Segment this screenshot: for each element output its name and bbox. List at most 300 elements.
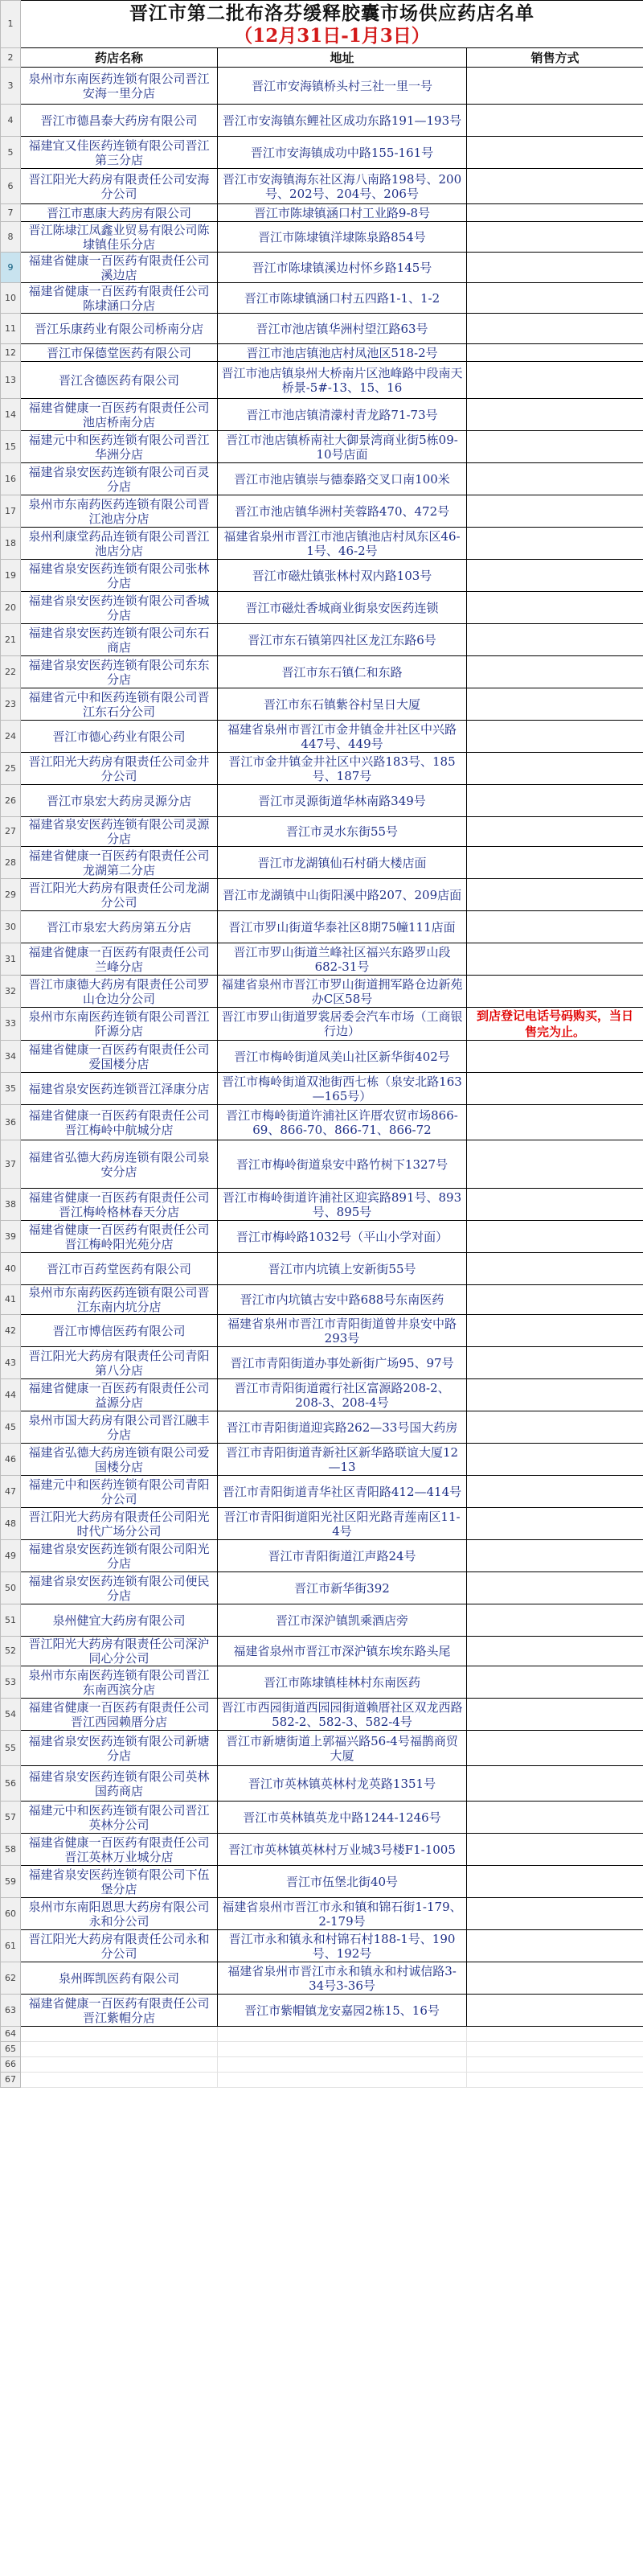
address-cell[interactable]: 晋江市龙湖镇仙石村硝大楼店面	[218, 847, 467, 879]
address-cell[interactable]: 晋江市罗山街道华泰社区8期75幢111店面	[218, 911, 467, 943]
sales-method-cell[interactable]	[467, 1073, 643, 1105]
sales-method-cell[interactable]	[467, 1347, 643, 1379]
table-row	[1, 105, 643, 137]
pharmacy-name-cell[interactable]: 福建省泉安医药连锁有限公司阳光分店	[21, 1540, 218, 1572]
pharmacy-name-cell[interactable]: 福建省健康一百医药有限责任公司爱国楼分店	[21, 1041, 218, 1073]
row-number[interactable]: 60	[1, 1898, 21, 1930]
sales-method-cell[interactable]	[467, 1140, 643, 1189]
address-cell[interactable]: 晋江市东石镇紫谷村呈日大厦	[218, 688, 467, 721]
pharmacy-name-cell[interactable]: 福建省泉安医药连锁有限公司下伍堡分店	[21, 1866, 218, 1898]
address-cell[interactable]: 晋江市罗山街道兰峰社区福兴东路罗山段682-31号	[218, 943, 467, 976]
sales-note-cell[interactable]: 到店登记电话号码购买，当日售完为止。	[467, 1008, 643, 1041]
table-row	[1, 1637, 643, 1666]
sales-method-cell[interactable]	[467, 721, 643, 753]
table-row	[1, 1221, 643, 1253]
pharmacy-name-cell[interactable]: 泉州利康堂药品连锁有限公司晋江池店分店	[21, 528, 218, 560]
table-row	[1, 68, 643, 105]
row-number[interactable]: 41	[1, 1285, 21, 1315]
empty-cell[interactable]	[21, 2073, 218, 2088]
empty-cell[interactable]	[467, 2073, 643, 2088]
pharmacy-name-cell[interactable]: 晋江阳光大药房有限责任公司金井分公司	[21, 753, 218, 785]
pharmacy-name-cell[interactable]: 福建省健康一百医药有限责任公司晋江紫帽分店	[21, 1995, 218, 2027]
empty-cell[interactable]	[467, 2027, 643, 2042]
table-row	[1, 495, 643, 528]
pharmacy-name-cell[interactable]: 晋江阳光大药房有限责任公司龙湖分公司	[21, 879, 218, 911]
pharmacy-name-cell[interactable]: 泉州市东南药医药连锁有限公司晋江池店分店	[21, 495, 218, 528]
row-number[interactable]: 46	[1, 1444, 21, 1476]
sales-method-cell[interactable]	[467, 1411, 643, 1444]
address-cell[interactable]: 晋江市深沪镇凯乘酒店旁	[218, 1604, 467, 1637]
pharmacy-name-cell[interactable]: 晋江市保德堂医药有限公司	[21, 344, 218, 362]
pharmacy-name-cell[interactable]: 泉州市国大药房有限公司晋江融丰分店	[21, 1411, 218, 1444]
row-number[interactable]: 29	[1, 879, 21, 911]
pharmacy-name-cell[interactable]: 福建省健康一百医药有限责任公司晋江西园赖厝分店	[21, 1699, 218, 1731]
table-row	[1, 1834, 643, 1866]
sales-method-cell[interactable]	[467, 169, 643, 204]
address-cell[interactable]: 晋江市池店镇清濛村青龙路71-73号	[218, 399, 467, 431]
row-number[interactable]: 14	[1, 399, 21, 431]
address-cell[interactable]: 晋江市青阳街道迎宾路262—33号国大药房	[218, 1411, 467, 1444]
pharmacy-name-cell[interactable]: 福建省弘德大药房连锁有限公司爱国楼分店	[21, 1444, 218, 1476]
address-cell[interactable]: 晋江市灵水东街55号	[218, 817, 467, 847]
sales-method-cell[interactable]	[467, 314, 643, 344]
pharmacy-name-cell[interactable]: 泉州市东南医药连锁有限公司晋江阡源分店	[21, 1008, 218, 1041]
address-cell[interactable]: 晋江市英林镇英林村万业城3号楼F1-1005	[218, 1834, 467, 1866]
address-cell[interactable]: 晋江市英林镇英龙中路1244-1246号	[218, 1802, 467, 1834]
row-number[interactable]: 28	[1, 847, 21, 879]
row-number[interactable]: 11	[1, 314, 21, 344]
sales-method-cell[interactable]	[467, 656, 643, 688]
sales-method-cell[interactable]	[467, 204, 643, 222]
sales-method-cell[interactable]	[467, 1105, 643, 1140]
empty-row	[1, 2042, 643, 2057]
sales-method-cell[interactable]	[467, 1508, 643, 1540]
row-number[interactable]: 61	[1, 1930, 21, 1962]
table-row	[1, 1379, 643, 1411]
pharmacy-name-cell[interactable]: 泉州市东南医药连锁有限公司晋江安海一里分店	[21, 68, 218, 105]
row-number[interactable]: 38	[1, 1189, 21, 1221]
pharmacy-name-cell[interactable]: 泉州晖凯医药有限公司	[21, 1962, 218, 1995]
sales-method-cell[interactable]	[467, 222, 643, 253]
title-row	[1, 1, 643, 48]
empty-cell[interactable]	[218, 2073, 467, 2088]
row-number[interactable]: 21	[1, 624, 21, 656]
table-row	[1, 1699, 643, 1731]
header-address[interactable]: 地址	[218, 48, 467, 68]
table-row	[1, 560, 643, 592]
sales-method-cell[interactable]	[467, 1444, 643, 1476]
row-number[interactable]: 50	[1, 1572, 21, 1604]
address-cell[interactable]: 晋江市龙湖镇中山街阳溪中路207、209店面	[218, 879, 467, 911]
row-number[interactable]: 6	[1, 169, 21, 204]
sales-method-cell[interactable]	[467, 911, 643, 943]
sales-method-cell[interactable]	[467, 1285, 643, 1315]
pharmacy-name-cell[interactable]: 晋江阳光大药房有限责任公司安海分公司	[21, 169, 218, 204]
pharmacy-name-cell[interactable]: 福建省健康一百医药有限责任公司溪边店	[21, 253, 218, 283]
empty-cell[interactable]	[218, 2042, 467, 2057]
sales-method-cell[interactable]	[467, 1699, 643, 1731]
row-number[interactable]: 4	[1, 105, 21, 137]
address-cell[interactable]: 晋江市内坑镇古安中路688号东南医药	[218, 1285, 467, 1315]
address-cell[interactable]: 晋江市陈埭镇桂林村东南医药	[218, 1666, 467, 1699]
table-row	[1, 1962, 643, 1995]
table-row	[1, 169, 643, 204]
row-number[interactable]: 51	[1, 1604, 21, 1637]
pharmacy-name-cell[interactable]: 晋江含德医药有限公司	[21, 362, 218, 399]
address-cell[interactable]: 晋江市池店镇桥南社大御景湾商业街5栋09-10号店面	[218, 431, 467, 463]
address-cell[interactable]: 晋江市青阳街道阳光社区阳光路青莲南区11-4号	[218, 1508, 467, 1540]
address-cell[interactable]: 晋江市磁灶香城商业街泉安医药连锁	[218, 592, 467, 624]
sales-method-cell[interactable]	[467, 976, 643, 1008]
pharmacy-name-cell[interactable]: 福建省健康一百医药有限责任公司晋江英林万业城分店	[21, 1834, 218, 1866]
sales-method-cell[interactable]	[467, 785, 643, 817]
row-number[interactable]: 32	[1, 976, 21, 1008]
address-cell[interactable]: 晋江市池店镇华洲村芙蓉路470、472号	[218, 495, 467, 528]
pharmacy-name-cell[interactable]: 福建宜又佳医药连锁有限公司晋江第三分店	[21, 137, 218, 169]
sales-method-cell[interactable]	[467, 592, 643, 624]
sales-method-cell[interactable]	[467, 431, 643, 463]
row-number[interactable]: 45	[1, 1411, 21, 1444]
address-cell[interactable]: 晋江市罗山街道罗裳居委会汽车市场（工商银行边）	[218, 1008, 467, 1041]
row-number[interactable]: 54	[1, 1699, 21, 1731]
address-cell[interactable]: 福建省泉州市晋江市深沪镇东埃东路头尾	[218, 1637, 467, 1666]
address-cell[interactable]: 晋江市西园街道西园园街道赖厝社区双龙西路582-2、582-3、582-4号	[218, 1699, 467, 1731]
row-number[interactable]: 23	[1, 688, 21, 721]
address-cell[interactable]: 福建省泉州市晋江市池店镇池店村凤东区46-1号、46-2号	[218, 528, 467, 560]
address-cell[interactable]: 福建省泉州市晋江市永和镇和锦石街1-179、2-179号	[218, 1898, 467, 1930]
sales-method-cell[interactable]	[467, 1766, 643, 1802]
table-row	[1, 362, 643, 399]
pharmacy-name-cell[interactable]: 福建省泉安医药连锁晋江泽康分店	[21, 1073, 218, 1105]
address-cell[interactable]: 晋江市陈埭镇溪边村怀乡路145号	[218, 253, 467, 283]
pharmacy-name-cell[interactable]: 晋江市德昌泰大药房有限公司	[21, 105, 218, 137]
table-row	[1, 943, 643, 976]
pharmacy-name-cell[interactable]: 福建省泉安医药连锁有限公司百灵分店	[21, 463, 218, 495]
pharmacy-name-cell[interactable]: 晋江乐康药业有限公司桥南分店	[21, 314, 218, 344]
row-number[interactable]: 52	[1, 1637, 21, 1666]
header-name[interactable]: 药店名称	[21, 48, 218, 68]
sales-method-cell[interactable]	[467, 753, 643, 785]
pharmacy-name-cell[interactable]: 晋江市泉宏大药房第五分店	[21, 911, 218, 943]
address-cell[interactable]: 晋江市梅岭街道凤美山社区新华街402号	[218, 1041, 467, 1073]
pharmacy-name-cell[interactable]: 晋江陈埭江凤鑫业贸易有限公司陈埭镇佳乐分店	[21, 222, 218, 253]
table-row	[1, 753, 643, 785]
row-number[interactable]: 22	[1, 656, 21, 688]
pharmacy-name-cell[interactable]: 福建省健康一百医药有限责任公司晋江梅岭中航城分店	[21, 1105, 218, 1140]
pharmacy-name-cell[interactable]: 晋江阳光大药房有限责任公司永和分公司	[21, 1930, 218, 1962]
empty-cell[interactable]	[467, 2057, 643, 2073]
row-number[interactable]: 42	[1, 1315, 21, 1347]
pharmacy-name-cell[interactable]: 泉州市东南医药连锁有限公司晋江东南西滨分店	[21, 1666, 218, 1699]
pharmacy-name-cell[interactable]: 福建省健康一百医药有限责任公司益源分店	[21, 1379, 218, 1411]
sales-method-cell[interactable]	[467, 1189, 643, 1221]
row-number[interactable]: 5	[1, 137, 21, 169]
address-cell[interactable]: 晋江市青阳街道办事处新街广场95、97号	[218, 1347, 467, 1379]
pharmacy-name-cell[interactable]: 晋江市泉宏大药房灵源分店	[21, 785, 218, 817]
row-number[interactable]: 40	[1, 1253, 21, 1285]
address-cell[interactable]: 福建省泉州市晋江市罗山街道拥军路仓边新苑办C区58号	[218, 976, 467, 1008]
pharmacy-name-cell[interactable]: 福建省健康一百医药有限责任公司池店桥南分店	[21, 399, 218, 431]
address-cell[interactable]: 晋江市安海镇海东社区海八南路198号、200号、202号、204号、206号	[218, 169, 467, 204]
pharmacy-name-cell[interactable]: 福建省健康一百医药有限责任公司晋江梅岭阳光苑分店	[21, 1221, 218, 1253]
row-number[interactable]: 63	[1, 1995, 21, 2027]
address-cell[interactable]: 福建省泉州市晋江市金井镇金井社区中兴路447号、449号	[218, 721, 467, 753]
row-number[interactable]: 58	[1, 1834, 21, 1866]
row-number[interactable]: 47	[1, 1476, 21, 1508]
address-cell[interactable]: 晋江市青阳街道青华社区青阳路412—414号	[218, 1476, 467, 1508]
pharmacy-name-cell[interactable]: 福建省泉安医药连锁有限公司东石商店	[21, 624, 218, 656]
sales-method-cell[interactable]	[467, 1995, 643, 2027]
pharmacy-name-cell[interactable]: 福建省元中和医药连锁有限公司晋江东石分公司	[21, 688, 218, 721]
address-cell[interactable]: 福建省泉州市晋江市青阳街道曾井泉安中路293号	[218, 1315, 467, 1347]
address-cell[interactable]: 晋江市青阳街道霞行社区富源路208-2、208-3、208-4号	[218, 1379, 467, 1411]
table-row	[1, 399, 643, 431]
row-number[interactable]: 65	[1, 2042, 21, 2057]
header-row	[1, 48, 643, 68]
row-number[interactable]: 67	[1, 2073, 21, 2088]
row-number[interactable]: 34	[1, 1041, 21, 1073]
pharmacy-name-cell[interactable]: 泉州健宜大药房有限公司	[21, 1604, 218, 1637]
sales-method-cell[interactable]	[467, 528, 643, 560]
pharmacy-name-cell[interactable]: 福建省健康一百医药有限责任公司陈埭涵口分店	[21, 283, 218, 314]
sales-method-cell[interactable]	[467, 1898, 643, 1930]
row-number[interactable]: 35	[1, 1073, 21, 1105]
row-number[interactable]: 43	[1, 1347, 21, 1379]
sales-method-cell[interactable]	[467, 1315, 643, 1347]
sales-method-cell[interactable]	[467, 624, 643, 656]
sales-method-cell[interactable]	[467, 1253, 643, 1285]
sales-method-cell[interactable]	[467, 1962, 643, 1995]
pharmacy-name-cell[interactable]: 福建元中和医药连锁有限公司青阳分公司	[21, 1476, 218, 1508]
table-row	[1, 314, 643, 344]
sales-method-cell[interactable]	[467, 879, 643, 911]
row-number[interactable]: 48	[1, 1508, 21, 1540]
header-sales[interactable]: 销售方式	[467, 48, 643, 68]
address-cell[interactable]: 晋江市英林镇英林村龙英路1351号	[218, 1766, 467, 1802]
address-cell[interactable]: 晋江市梅岭路1032号（平山小学对面）	[218, 1221, 467, 1253]
row-number[interactable]: 33	[1, 1008, 21, 1041]
sales-method-cell[interactable]	[467, 1802, 643, 1834]
row-number[interactable]: 15	[1, 431, 21, 463]
empty-cell[interactable]	[218, 2057, 467, 2073]
table-row	[1, 688, 643, 721]
row-number[interactable]: 37	[1, 1140, 21, 1189]
table-row	[1, 1073, 643, 1105]
sales-method-cell[interactable]	[467, 1221, 643, 1253]
address-cell[interactable]: 晋江市伍堡北街40号	[218, 1866, 467, 1898]
sales-method-cell[interactable]	[467, 137, 643, 169]
address-cell[interactable]: 晋江市梅岭街道许浦社区迎宾路891号、893号、895号	[218, 1189, 467, 1221]
sales-method-cell[interactable]	[467, 105, 643, 137]
row-number[interactable]: 2	[1, 48, 21, 68]
sales-method-cell[interactable]	[467, 847, 643, 879]
pharmacy-name-cell[interactable]: 福建省泉安医药连锁有限公司便民分店	[21, 1572, 218, 1604]
row-number[interactable]: 27	[1, 817, 21, 847]
sales-method-cell[interactable]	[467, 1379, 643, 1411]
row-number[interactable]: 39	[1, 1221, 21, 1253]
sales-method-cell[interactable]	[467, 283, 643, 314]
sales-method-cell[interactable]	[467, 1540, 643, 1572]
pharmacy-name-cell[interactable]: 福建省健康一百医药有限责任公司龙湖第二分店	[21, 847, 218, 879]
row-number[interactable]: 57	[1, 1802, 21, 1834]
address-cell[interactable]: 晋江市紫帽镇龙安嘉园2栋15、16号	[218, 1995, 467, 2027]
empty-cell[interactable]	[21, 2042, 218, 2057]
row-number[interactable]: 19	[1, 560, 21, 592]
row-number[interactable]: 24	[1, 721, 21, 753]
address-cell[interactable]: 福建省泉州市晋江市永和镇永和村诚信路3-34号3-36号	[218, 1962, 467, 1995]
row-number[interactable]: 1	[1, 1, 21, 48]
pharmacy-name-cell[interactable]: 泉州市东南药医药连锁有限公司晋江东南内坑分店	[21, 1285, 218, 1315]
row-number[interactable]: 53	[1, 1666, 21, 1699]
sales-method-cell[interactable]	[467, 1041, 643, 1073]
pharmacy-name-cell[interactable]: 福建省健康一百医药有限责任公司晋江梅岭格林春天分店	[21, 1189, 218, 1221]
address-cell[interactable]: 晋江市青阳街道江声路24号	[218, 1540, 467, 1572]
row-number[interactable]: 66	[1, 2057, 21, 2073]
sales-method-cell[interactable]	[467, 1666, 643, 1699]
table-row	[1, 1866, 643, 1898]
pharmacy-name-cell[interactable]: 晋江市百药堂医药有限公司	[21, 1253, 218, 1285]
empty-cell[interactable]	[21, 2027, 218, 2042]
sales-method-cell[interactable]	[467, 1834, 643, 1866]
pharmacy-name-cell[interactable]: 福建元中和医药连锁有限公司晋江英林分公司	[21, 1802, 218, 1834]
address-cell[interactable]: 晋江市东石镇第四社区龙江东路6号	[218, 624, 467, 656]
address-cell[interactable]: 晋江市陈埭镇涵口村工业路9-8号	[218, 204, 467, 222]
address-cell[interactable]: 晋江市新塘街道上郭福兴路56-4号福鹊商贸大厦	[218, 1731, 467, 1766]
address-cell[interactable]: 晋江市池店镇华洲村望江路63号	[218, 314, 467, 344]
table-row	[1, 344, 643, 362]
table-row	[1, 1347, 643, 1379]
row-number[interactable]: 64	[1, 2027, 21, 2042]
address-cell[interactable]: 晋江市灵源街道华林南路349号	[218, 785, 467, 817]
pharmacy-name-cell[interactable]: 晋江阳光大药房有限责任公司深沪同心分公司	[21, 1637, 218, 1666]
row-number[interactable]: 44	[1, 1379, 21, 1411]
address-cell[interactable]: 晋江市金井镇金井社区中兴路183号、185号、187号	[218, 753, 467, 785]
row-number[interactable]: 8	[1, 222, 21, 253]
row-number[interactable]: 59	[1, 1866, 21, 1898]
pharmacy-name-cell[interactable]: 福建省弘德大药房连锁有限公司泉安分店	[21, 1140, 218, 1189]
row-number[interactable]: 13	[1, 362, 21, 399]
table-row	[1, 431, 643, 463]
address-cell[interactable]: 晋江市青阳街道青新社区新华路联谊大厦12—13	[218, 1444, 467, 1476]
sales-method-cell[interactable]	[467, 68, 643, 105]
table-row	[1, 1802, 643, 1834]
address-cell[interactable]: 晋江市陈埭镇涵口村五四路1-1、1-2	[218, 283, 467, 314]
pharmacy-name-cell[interactable]: 晋江市博信医药有限公司	[21, 1315, 218, 1347]
address-cell[interactable]: 晋江市安海镇桥头村三社一里一号	[218, 68, 467, 105]
pharmacy-name-cell[interactable]: 晋江市惠康大药房有限公司	[21, 204, 218, 222]
row-number[interactable]: 10	[1, 283, 21, 314]
row-number[interactable]: 16	[1, 463, 21, 495]
row-number[interactable]: 26	[1, 785, 21, 817]
table-row	[1, 1041, 643, 1073]
row-number[interactable]: 25	[1, 753, 21, 785]
address-cell[interactable]: 晋江市梅岭街道双池街西七栋（泉安北路163—165号）	[218, 1073, 467, 1105]
address-cell[interactable]: 晋江市东石镇仁和东路	[218, 656, 467, 688]
row-number[interactable]: 36	[1, 1105, 21, 1140]
pharmacy-name-cell[interactable]: 福建省泉安医药连锁有限公司灵源分店	[21, 817, 218, 847]
sales-method-cell[interactable]	[467, 1604, 643, 1637]
address-cell[interactable]: 晋江市内坑镇上安新街55号	[218, 1253, 467, 1285]
sales-method-cell[interactable]	[467, 1731, 643, 1766]
sales-method-cell[interactable]	[467, 817, 643, 847]
address-cell[interactable]: 晋江市池店镇泉州大桥南片区池峰路中段南天桥景-5#-13、15、16	[218, 362, 467, 399]
sales-method-cell[interactable]	[467, 1637, 643, 1666]
sales-method-cell[interactable]	[467, 495, 643, 528]
table-row	[1, 847, 643, 879]
row-number[interactable]: 9	[1, 253, 21, 283]
pharmacy-name-cell[interactable]: 泉州市东南阳恩思大药房有限公司永和分公司	[21, 1898, 218, 1930]
pharmacy-name-cell[interactable]: 福建省泉安医药连锁有限公司张林分店	[21, 560, 218, 592]
table-row	[1, 1411, 643, 1444]
sales-method-cell[interactable]	[467, 1930, 643, 1962]
empty-cell[interactable]	[218, 2027, 467, 2042]
pharmacy-name-cell[interactable]: 福建省泉安医药连锁有限公司香城分店	[21, 592, 218, 624]
sales-method-cell[interactable]	[467, 399, 643, 431]
sales-method-cell[interactable]	[467, 688, 643, 721]
address-cell[interactable]: 晋江市池店镇崇与德泰路交叉口南100米	[218, 463, 467, 495]
table-row	[1, 1140, 643, 1189]
row-number[interactable]: 55	[1, 1731, 21, 1766]
row-number[interactable]: 62	[1, 1962, 21, 1995]
pharmacy-name-cell[interactable]: 晋江市康德大药房有限责任公司罗山仓边分公司	[21, 976, 218, 1008]
sales-method-cell[interactable]	[467, 344, 643, 362]
table-row	[1, 721, 643, 753]
table-row	[1, 1572, 643, 1604]
sales-method-cell[interactable]	[467, 1476, 643, 1508]
empty-cell[interactable]	[21, 2057, 218, 2073]
address-cell[interactable]: 晋江市磁灶镇张林村双内路103号	[218, 560, 467, 592]
address-cell[interactable]: 晋江市陈埭镇洋埭陈泉路854号	[218, 222, 467, 253]
pharmacy-name-cell[interactable]: 晋江阳光大药房有限责任公司阳光时代广场分公司	[21, 1508, 218, 1540]
address-cell[interactable]: 晋江市池店镇池店村凤池区518-2号	[218, 344, 467, 362]
title-cell[interactable]	[21, 1, 643, 48]
row-number[interactable]: 18	[1, 528, 21, 560]
sales-method-cell[interactable]	[467, 943, 643, 976]
row-number[interactable]: 31	[1, 943, 21, 976]
sales-method-cell[interactable]	[467, 253, 643, 283]
empty-cell[interactable]	[467, 2042, 643, 2057]
row-number[interactable]: 49	[1, 1540, 21, 1572]
sales-method-cell[interactable]	[467, 1866, 643, 1898]
sales-method-cell[interactable]	[467, 560, 643, 592]
sales-method-cell[interactable]	[467, 362, 643, 399]
pharmacy-name-cell[interactable]: 福建省泉安医药连锁有限公司英林国药商店	[21, 1766, 218, 1802]
table-row	[1, 817, 643, 847]
row-number[interactable]: 30	[1, 911, 21, 943]
row-number[interactable]: 12	[1, 344, 21, 362]
row-number[interactable]: 7	[1, 204, 21, 222]
row-number[interactable]: 20	[1, 592, 21, 624]
address-cell[interactable]: 晋江市安海镇东鲤社区成功东路191—193号	[218, 105, 467, 137]
address-cell[interactable]: 晋江市梅岭街道泉安中路竹树下1327号	[218, 1140, 467, 1189]
table-row	[1, 463, 643, 495]
row-number[interactable]: 3	[1, 68, 21, 105]
address-cell[interactable]: 晋江市梅岭街道许浦社区许厝农贸市场866-69、866-70、866-71、866-72	[218, 1105, 467, 1140]
row-number[interactable]: 56	[1, 1766, 21, 1802]
address-cell[interactable]: 晋江市新华街392	[218, 1572, 467, 1604]
pharmacy-name-cell[interactable]: 晋江市德心药业有限公司	[21, 721, 218, 753]
pharmacy-name-cell[interactable]: 福建元中和医药连锁有限公司晋江华洲分店	[21, 431, 218, 463]
address-cell[interactable]: 晋江市永和镇永和村锦石村188-1号、190号、192号	[218, 1930, 467, 1962]
pharmacy-name-cell[interactable]: 福建省泉安医药连锁有限公司东东分店	[21, 656, 218, 688]
pharmacy-name-cell[interactable]: 福建省泉安医药连锁有限公司新塘分店	[21, 1731, 218, 1766]
row-number[interactable]: 17	[1, 495, 21, 528]
pharmacy-name-cell[interactable]: 福建省健康一百医药有限责任公司兰峰分店	[21, 943, 218, 976]
pharmacy-name-cell[interactable]: 晋江阳光大药房有限责任公司青阳第八分店	[21, 1347, 218, 1379]
sales-method-cell[interactable]	[467, 1572, 643, 1604]
sales-method-cell[interactable]	[467, 463, 643, 495]
address-cell[interactable]: 晋江市安海镇成功中路155-161号	[218, 137, 467, 169]
